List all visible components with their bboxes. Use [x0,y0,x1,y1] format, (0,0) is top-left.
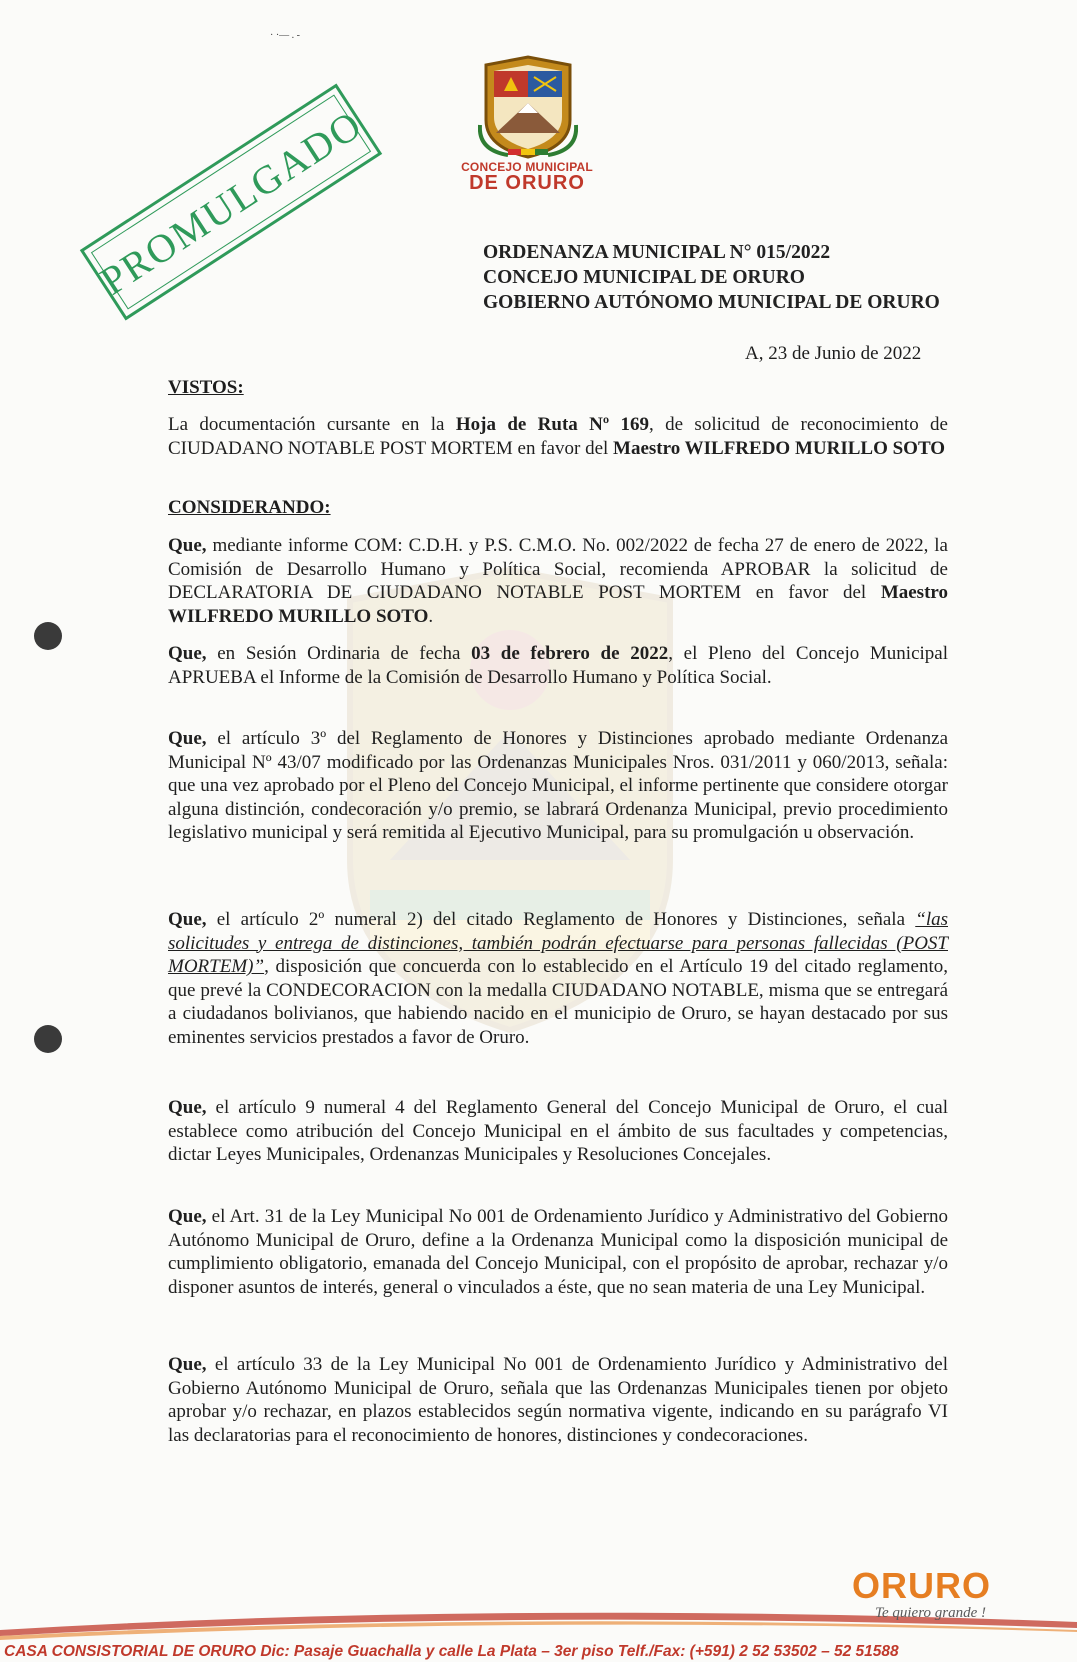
text-span: el artículo 9 numeral 4 del Reglamento General del Concejo Municipal de Oruro, el cual establece como atribución del Concejo Municipal en el ámbito de sus facultades y competencias, dictar Leyes Municipales, Ordenanzas Municipales y Resoluciones Concejales. [168,1097,948,1166]
text-span: , disposición que concuerda con lo establecido en el Artículo 19 del citado reglamento, que prevé la CONDECORACION con la medalla CIUDADANO NOTABLE, misma que se entregará a ciudadanos bolivianos, que habiendo nacido en el municipio de Oruro, se hayan destacado por sus eminentes servicios prestados a favor de Oruro. [168,956,948,1048]
considerando-paragraph-3 [168,727,948,845]
text-span: el Art. 31 de la Ley Municipal No 001 de Ordenamiento Jurídico y Administrativo del Gobierno Autónomo Municipal de Oruro, define a la Ordenanza Municipal como la disposición municipal de cumplimiento obligatorio, emanada del Concejo Municipal, con el propósito de aprobar, rechazar y/o disponer asuntos de interés, general o vinculados a éste, que no sean materia de una Ley Municipal. [168,1206,948,1298]
que-label: Que, [168,1097,207,1118]
document-date: A, 23 de Junio de 2022 [745,343,922,364]
document-title-block [483,240,940,315]
text-span: , el Pleno del Concejo Municipal APRUEBA el Informe de la Comisión de Desarrollo Humano y Política Social. [168,643,948,688]
promulgado-stamp [80,83,382,320]
text-span: el artículo 2º numeral 2) del citado Reglamento de Honores y Distinciones, señala [206,909,916,930]
text-span: , de solicitud de reconocimiento de CIUDADANO NOTABLE POST MORTEM en favor del [168,414,948,459]
que-label: Que, [168,909,207,930]
text-span: . [428,605,434,627]
text-span: en Sesión Ordinaria de fecha [206,643,472,664]
oruro-logo: ORURO [852,1565,991,1606]
considerando-paragraph-5 [168,1096,948,1167]
que-label: Que, [168,1206,207,1227]
considerando-paragraph-7 [168,1353,948,1447]
text-span: el artículo 3º del Reglamento de Honores y Distinciones aprobado mediante Ordenanza Municipal Nº 43/07 modificado por las Ordenanzas Municipales Nros. 031/2011 y 060/2013, señala: que una vez aprobado por el Pleno del Concejo Municipal, el informe pertinente que considere otorgar alguna distinción, condecoración y/o premio, se labrará Ordenanza Municipal, previo procedimiento legislativo municipal y será remitida al Ejecutivo Municipal, para su promulgación u observación. [168,728,948,844]
ordinance-number: ORDENANZA MUNICIPAL N° 015/2022 [483,242,831,263]
scan-specks: · ·— . - [270,30,300,41]
considerando-paragraph-4 [168,908,948,1050]
text-span: el artículo 33 de la Ley Municipal No 001 de Ordenamiento Jurídico y Administrativo del Gobierno Autónomo Municipal de Oruro, señala que las Ordenanzas Municipales tienen por objeto aprobar y/o rechazar, en plazos establecidos según normativa vigente, indicando en su parágrafo VI las declaratorias para el reconocimiento de honores, distinciones y condecoraciones. [168,1354,948,1446]
que-label: Que, [168,643,207,664]
issuing-government: GOBIERNO AUTÓNOMO MUNICIPAL DE ORURO [483,292,940,313]
punch-hole [34,622,62,650]
council-name-line1: CONCEJO MUNICIPAL [461,160,593,174]
issuing-council: CONCEJO MUNICIPAL DE ORURO [483,267,805,288]
punch-hole [34,1025,62,1053]
considerando-heading: CONSIDERANDO: [168,497,331,518]
considerando-paragraph-2 [168,642,948,689]
honoree-name: Maestro WILFREDO MURILLO SOTO [168,582,948,627]
vistos-paragraph [168,413,948,460]
stamp-text: PROMULGADO [92,100,370,304]
session-date: 03 de febrero de 2022 [471,643,669,664]
quoted-regulation: “las solicitudes y entrega de distinciones, también podrán efectuarse para personas fallecidas (POST MORTEM)” [168,909,948,978]
text-span: La documentación cursante en la [168,414,456,435]
text-span: mediante informe COM: C.D.H. y P.S. C.M.O. No. 002/2022 de fecha 27 de enero de 2022, la Comisión de Desarrollo Humano y Política Social, recomienda APROBAR la solicitud de DECLARATORIA DE CIUDADANO NOTABLE POST MORTEM en favor del [168,535,948,604]
honoree-name: Maestro WILFREDO MURILLO SOTO [613,437,946,459]
oruro-slogan: Te quiero grande ! [875,1605,986,1621]
footer-address: CASA CONSISTORIAL DE ORURO Dic: Pasaje Guachalla y calle La Plata – 3er piso Telf./Fax: (+591) 2 52 53502 – 52 51588 [4,1643,899,1660]
vistos-heading: VISTOS: [168,377,244,398]
council-name-line2: DE ORURO [469,172,585,194]
que-label: Que, [168,728,207,749]
route-sheet-ref: Hoja de Ruta Nº 169 [455,414,650,435]
que-label: Que, [168,1354,207,1375]
considerando-paragraph-1 [168,534,948,628]
que-label: Que, [168,535,207,556]
considerando-paragraph-6 [168,1205,948,1299]
oruro-crest-icon [478,55,578,160]
